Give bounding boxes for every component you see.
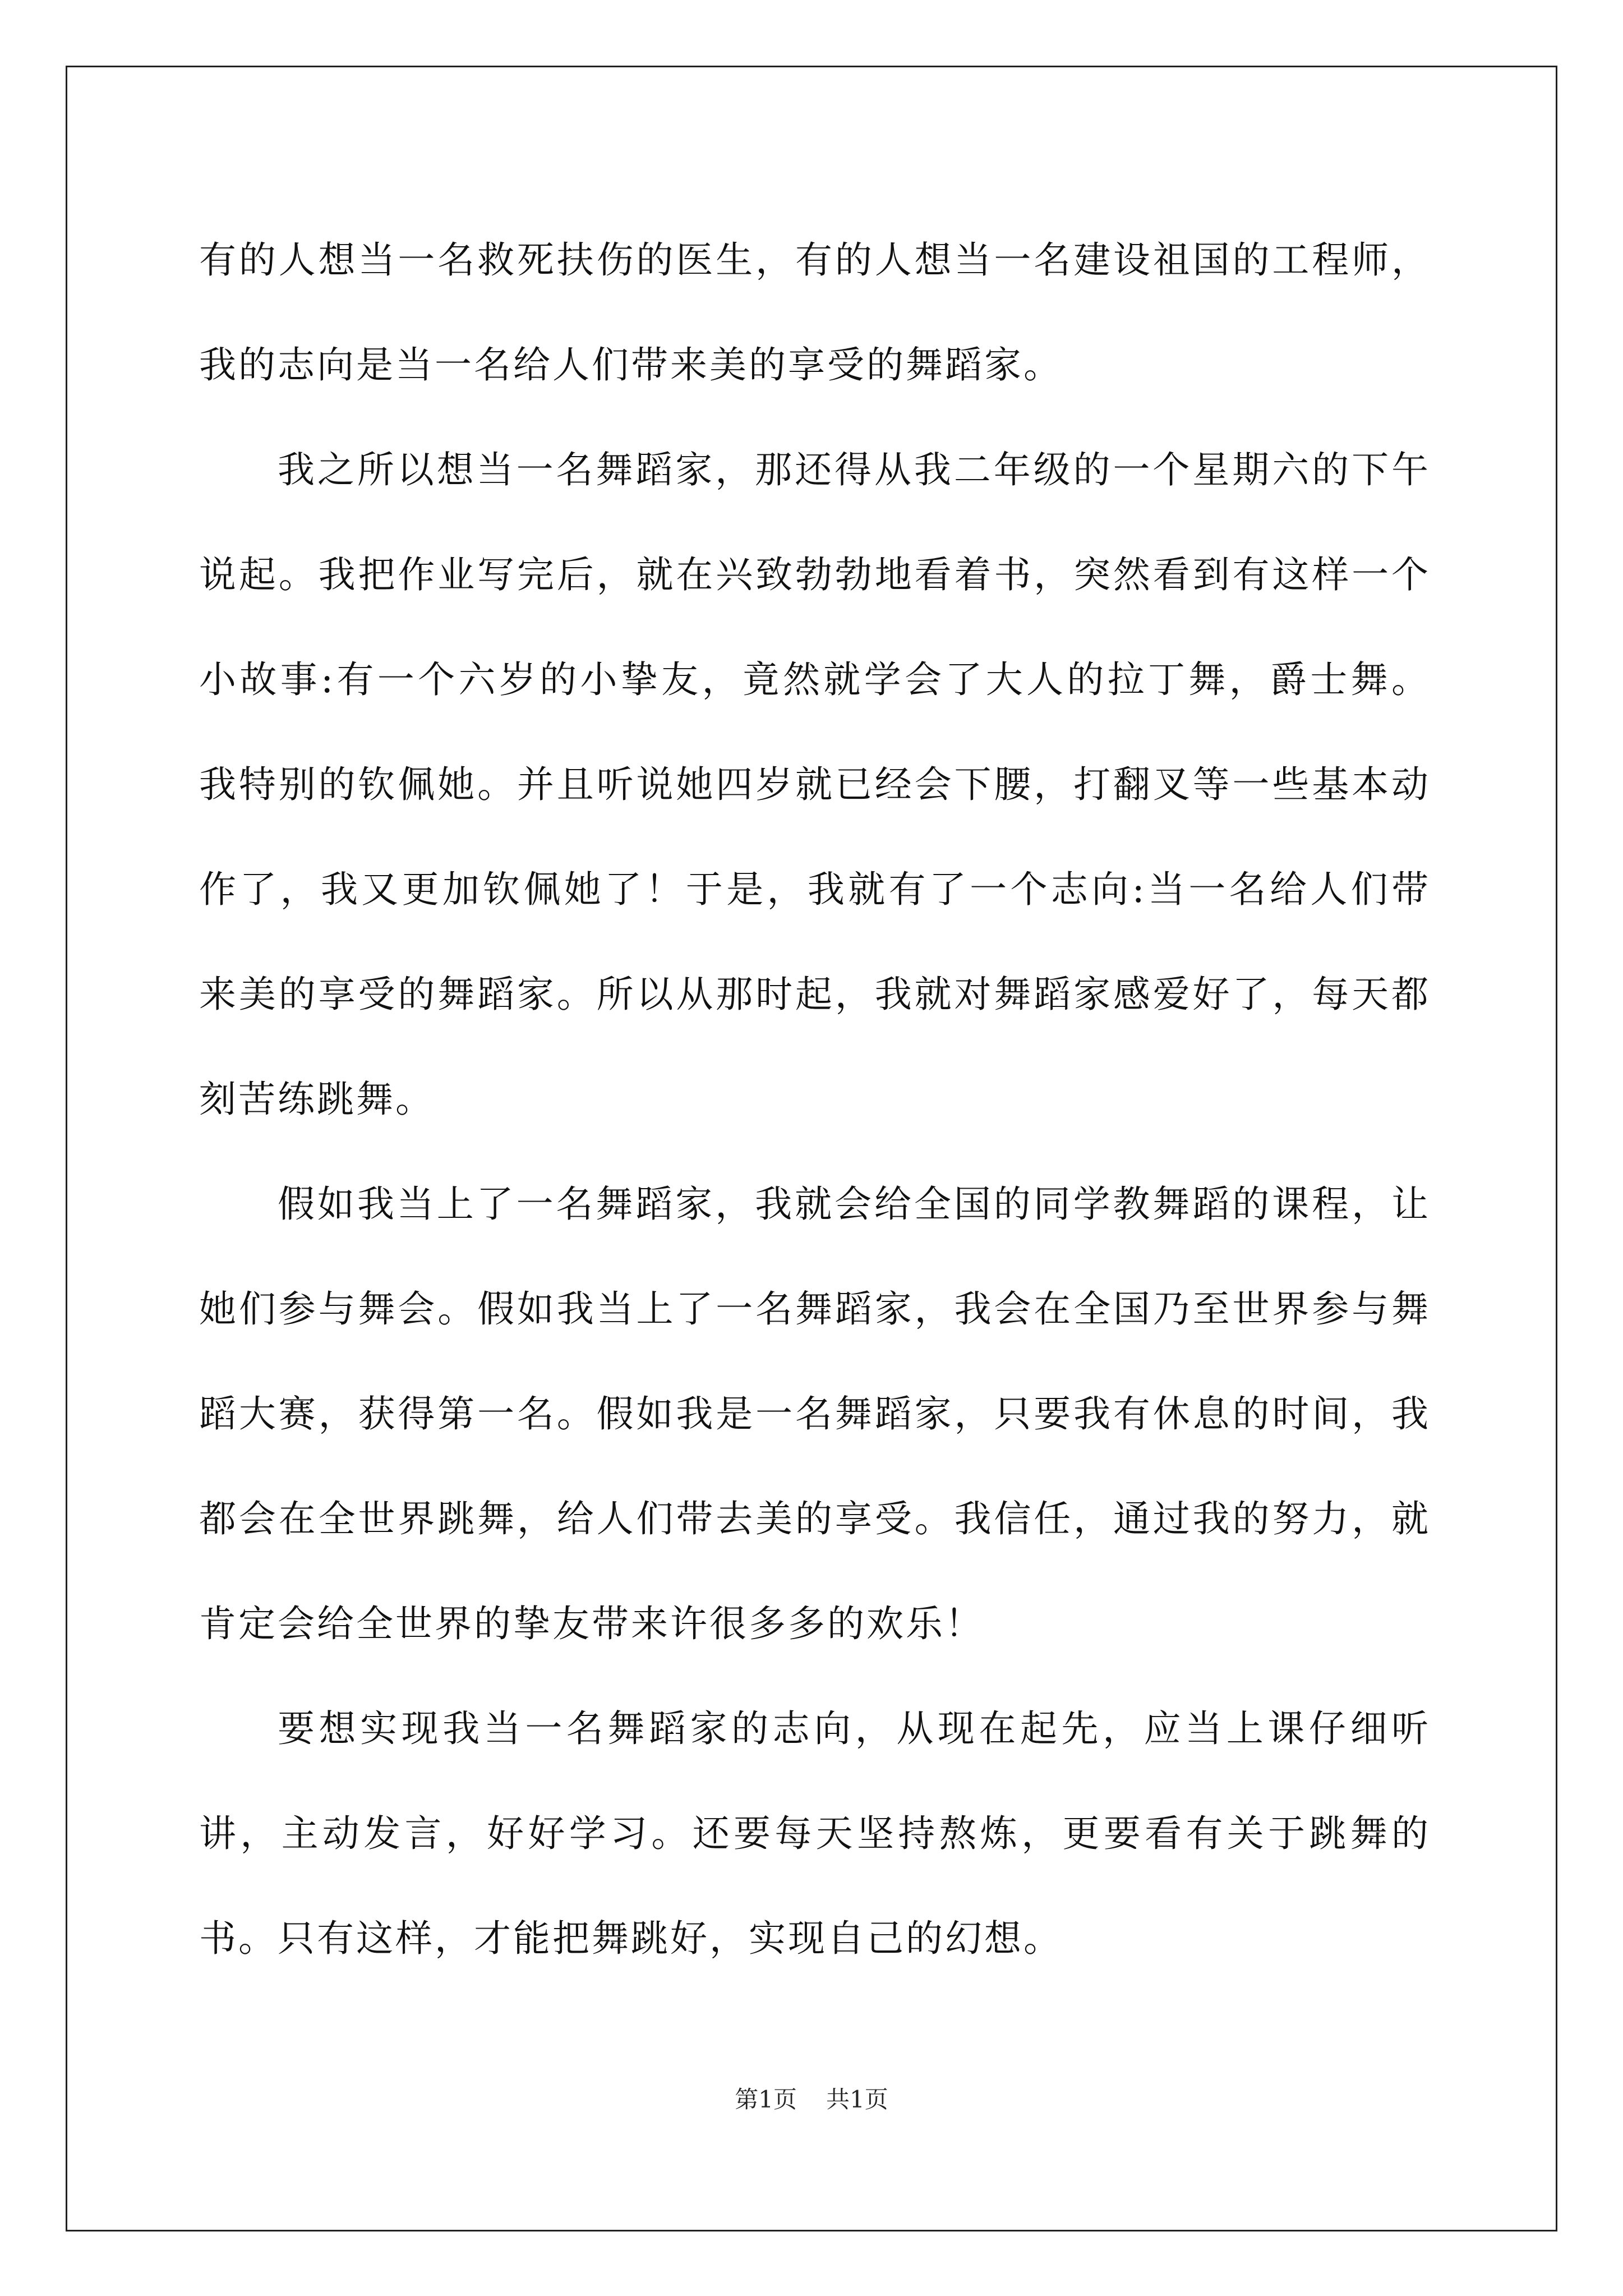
document-body <box>199 208 1431 1991</box>
paragraph-1: 有的人想当一名救死扶伤的医生，有的人想当一名建设祖国的工程师，我的志向是当一名给人们带来美的享受的舞蹈家。 <box>199 238 1431 386</box>
paragraph-3: 假如我当上了一名舞蹈家，我就会给全国的同学教舞蹈的课程，让她们参与舞会。假如我当上了一名舞蹈家，我会在全国乃至世界参与舞蹈大赛，获得第一名。假如我是一名舞蹈家，只要我有休息的时间，我都会在全世界跳舞，给人们带去美的享受。我信任，通过我的努力，就肯定会给全世界的挚友带来许很多多的欢乐！ <box>199 1182 1431 1645</box>
page-number-total: 共1页 <box>826 2086 888 2113</box>
paragraph-4: 要想实现我当一名舞蹈家的志向，从现在起先，应当上课仔细听讲，主动发言，好好学习。还要每天坚持熬炼，更要看有关于跳舞的书。只有这样，才能把舞跳好，实现自己的幻想。 <box>199 1707 1431 1960</box>
paragraph-2: 我之所以想当一名舞蹈家，那还得从我二年级的一个星期六的下午说起。我把作业写完后，就在兴致勃勃地看着书，突然看到有这样一个小故事:有一个六岁的小挚友，竟然就学会了大人的拉丁舞，爵士舞。我特别的钦佩她。并且听说她四岁就已经会下腰，打翻叉等一些基本动作了，我又更加钦佩她了！于是，我就有了一个志向:当一名给人们带来美的享受的舞蹈家。所以从那时起，我就对舞蹈家感爱好了，每天都刻苦练跳舞。 <box>199 448 1431 1121</box>
page-number-current: 第1页 <box>735 2086 797 2113</box>
page-footer <box>0 2083 1623 2116</box>
